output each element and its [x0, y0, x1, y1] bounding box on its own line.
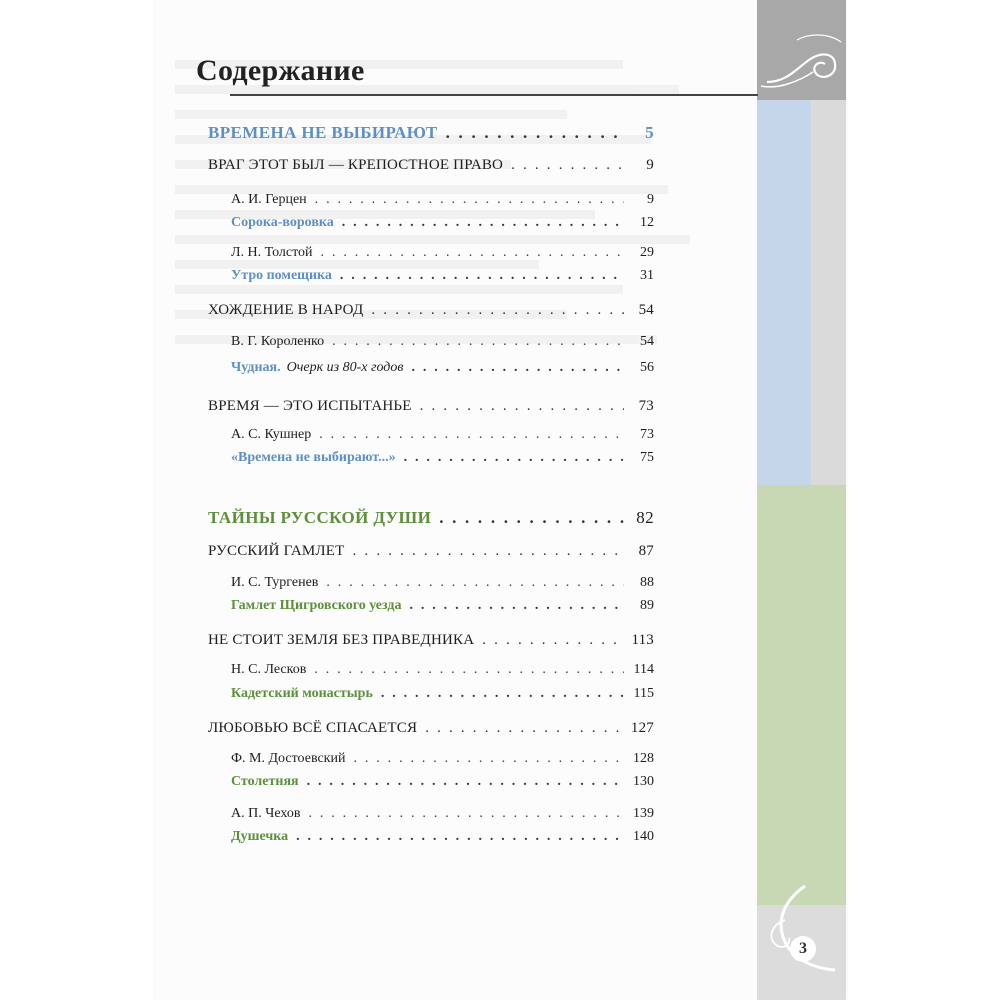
margin-band-green: [757, 485, 846, 905]
toc-chapter[interactable]: РУССКИЙ ГАМЛЕТ . . . 87: [208, 543, 654, 560]
toc-work[interactable]: Сорока-воровка . . . 12: [231, 215, 654, 231]
toc-work[interactable]: «Времена не выбирают...» . . . 75: [231, 450, 654, 466]
page-title: Содержание: [196, 54, 365, 87]
toc-author[interactable]: Н. С. Лесков . . . 114: [231, 662, 654, 678]
title-divider: [230, 94, 758, 96]
toc-chapter[interactable]: ХОЖДЕНИЕ В НАРОД . . . 54: [208, 302, 654, 319]
toc-chapter[interactable]: ВРЕМЯ — ЭТО ИСПЫТАНЬЕ . . . 73: [208, 398, 654, 415]
toc-chapter[interactable]: НЕ СТОИТ ЗЕМЛЯ БЕЗ ПРАВЕДНИКА . . . 113: [208, 632, 654, 649]
toc-work[interactable]: Столетняя . . . 130: [231, 774, 654, 790]
toc-work[interactable]: Кадетский монастырь . . . 115: [231, 686, 654, 702]
ornament-swirl-bottom-icon: [745, 880, 846, 980]
toc-work[interactable]: Душечка . . . 140: [231, 829, 654, 845]
toc-author[interactable]: Ф. М. Достоевский . . . 128: [231, 751, 654, 767]
toc-author[interactable]: А. И. Герцен . . . 9: [231, 192, 654, 208]
toc-author[interactable]: В. Г. Короленко . . . 54: [231, 334, 654, 350]
toc-author[interactable]: Л. Н. Толстой . . . 29: [231, 245, 654, 261]
toc-chapter[interactable]: ВРАГ ЭТОТ БЫЛ — КРЕПОСТНОЕ ПРАВО . . . 9: [208, 157, 654, 174]
book-page: [155, 0, 846, 1000]
toc-author[interactable]: А. С. Кушнер . . . 73: [231, 427, 654, 443]
toc-work[interactable]: Чудная. Очерк из 80-х годов . . . 56: [231, 360, 654, 376]
page-number: 3: [790, 936, 816, 962]
margin-band-gray-strip: [811, 100, 846, 485]
toc-section-heading[interactable]: ТАЙНЫ РУССКОЙ ДУШИ . . . 82: [208, 508, 654, 528]
ornament-swirl-icon: [757, 20, 846, 100]
toc-author[interactable]: А. П. Чехов . . . 139: [231, 806, 654, 822]
toc-author[interactable]: И. С. Тургенев . . . 88: [231, 575, 654, 591]
toc-work[interactable]: Утро помещика . . . 31: [231, 268, 654, 284]
toc-work[interactable]: Гамлет Щигровского уезда . . . 89: [231, 598, 654, 614]
toc-section-heading[interactable]: ВРЕМЕНА НЕ ВЫБИРАЮТ . . . 5: [208, 123, 654, 143]
toc-chapter[interactable]: ЛЮБОВЬЮ ВСЁ СПАСАЕТСЯ . . . 127: [208, 720, 654, 737]
